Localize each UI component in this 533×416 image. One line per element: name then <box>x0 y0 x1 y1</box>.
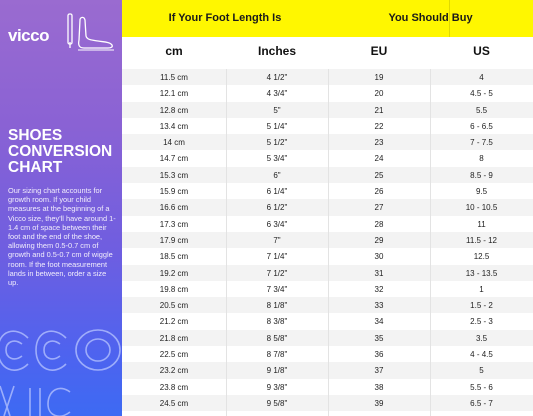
cell-cm: 22.5 cm <box>159 350 189 360</box>
cell-us: 13 - 13.5 <box>465 268 498 278</box>
cell-inches: 5 3/4" <box>266 154 288 164</box>
cell-cm: 20.5 cm <box>159 301 189 311</box>
cell-us: 6.5 - 7 <box>470 398 493 408</box>
cell-eu: 21 <box>374 105 384 115</box>
cell-eu: 28 <box>374 219 384 229</box>
cell-cm: 16.6 cm <box>159 203 189 213</box>
cell-cm: 12.1 cm <box>159 89 189 99</box>
cell-cm: 24.5 cm <box>159 398 189 408</box>
cell-eu: 36 <box>374 350 384 360</box>
cell-eu: 38 <box>374 382 384 392</box>
cell-inches: 9 5/8" <box>266 398 288 408</box>
cell-inches: 9 3/8" <box>266 382 288 392</box>
column-header-us: US <box>473 44 490 58</box>
cell-eu: 31 <box>374 268 384 278</box>
cell-cm: 19.8 cm <box>159 284 189 294</box>
column-header-inches: Inches <box>257 44 296 58</box>
cell-us: 1.5 - 2 <box>470 301 493 311</box>
cell-eu: 35 <box>374 333 384 343</box>
cell-inches: 5 1/2" <box>266 138 288 148</box>
cell-inches: 6 1/2" <box>266 203 288 213</box>
cell-us: 5.5 <box>475 105 488 115</box>
cell-inches: 9 1/8" <box>266 366 288 376</box>
cell-inches: 7 1/2" <box>266 268 288 278</box>
cell-eu: 23 <box>374 138 384 148</box>
cell-cm: 23.8 cm <box>159 382 189 392</box>
cell-cm: 15.3 cm <box>159 170 189 180</box>
cell-inches: 7 1/4" <box>266 252 288 262</box>
cell-inches: 7 3/4" <box>266 284 288 294</box>
cell-eu: 25 <box>374 170 384 180</box>
decorative-logo-outline <box>0 310 122 416</box>
cell-eu: 37 <box>374 366 384 376</box>
cell-cm: 23.2 cm <box>159 366 189 376</box>
cell-eu: 32 <box>374 284 384 294</box>
cell-inches: 6 1/4" <box>266 187 288 197</box>
cell-eu: 30 <box>374 252 384 262</box>
cell-cm: 15.9 cm <box>159 187 189 197</box>
cell-us: 12.5 <box>473 252 490 262</box>
cell-cm: 17.9 cm <box>159 235 189 245</box>
sidebar <box>0 0 122 416</box>
cell-inches: 8 3/8" <box>266 317 288 327</box>
cell-us: 8.5 - 9 <box>470 170 493 180</box>
cell-cm: 18.5 cm <box>159 252 189 262</box>
cell-us: 11.5 - 12 <box>466 235 497 245</box>
cell-inches: 8 1/8" <box>266 301 288 311</box>
cell-inches: 4 1/2" <box>266 73 288 82</box>
cell-us: 9.5 <box>475 187 488 197</box>
cell-eu: 33 <box>374 301 384 311</box>
foot-measure-icon <box>66 12 116 52</box>
cell-inches: 5 1/4" <box>266 121 288 131</box>
cell-eu: 26 <box>374 187 384 197</box>
cell-us: 4 <box>479 73 484 82</box>
cell-eu: 24 <box>374 154 384 164</box>
cell-us: 4 - 4.5 <box>470 350 493 360</box>
cell-us: 11 <box>477 219 486 229</box>
cell-us: 3.5 <box>475 333 488 343</box>
cell-cm: 11.5 cm <box>160 73 188 82</box>
cell-us: 5 <box>479 366 484 376</box>
cell-cm: 14 cm <box>163 138 185 148</box>
column-divider <box>328 69 329 416</box>
column-divider <box>430 69 431 416</box>
cell-cm: 13.4 cm <box>159 121 189 131</box>
cell-cm: 21.8 cm <box>159 333 189 343</box>
cell-eu: 29 <box>374 235 384 245</box>
cell-us: 1 <box>479 284 484 294</box>
cell-us: 8 <box>479 154 484 164</box>
brand-logo: vicco <box>8 26 49 45</box>
cell-inches: 7" <box>273 235 281 245</box>
cell-inches: 5" <box>273 105 281 115</box>
chart-heading: SHOES CONVERSION CHART <box>8 127 113 176</box>
cell-eu: 19 <box>374 73 384 82</box>
cell-us: 10 - 10.5 <box>465 203 498 213</box>
cell-cm: 12.8 cm <box>159 105 189 115</box>
cell-inches: 6" <box>273 170 281 180</box>
header-should-buy: You Should Buy <box>388 12 473 24</box>
cell-eu: 20 <box>374 89 384 99</box>
cell-eu: 22 <box>374 121 384 131</box>
column-divider <box>226 69 227 416</box>
cell-us: 5.5 - 6 <box>470 382 493 392</box>
header-band <box>122 0 533 37</box>
cell-eu: 39 <box>374 398 384 408</box>
cell-eu: 27 <box>374 203 384 213</box>
cell-us: 4.5 - 5 <box>470 89 493 99</box>
cell-eu: 34 <box>374 317 384 327</box>
header-foot-length: If Your Foot Length Is <box>168 12 282 24</box>
cell-cm: 19.2 cm <box>159 268 189 278</box>
chart-description: Our sizing chart accounts for growth room. If your child measures at the beginning of a Vicco size, they'll have around 1-1.4 cm of space between their foot and the end of the shoe, allowing them 0.5-0.7 cm of growth and 0.5-0.7 cm of wiggle room. If the foot measurement lands in between, order a size up. <box>8 186 116 288</box>
cell-cm: 21.2 cm <box>159 317 189 327</box>
cell-us: 7 - 7.5 <box>470 138 493 148</box>
cell-inches: 8 7/8" <box>266 350 288 360</box>
cell-inches: 8 5/8" <box>266 333 288 343</box>
cell-us: 2.5 - 3 <box>470 317 493 327</box>
cell-cm: 14.7 cm <box>159 154 189 164</box>
column-header-eu: EU <box>370 44 388 58</box>
cell-inches: 6 3/4" <box>266 219 288 229</box>
cell-cm: 17.3 cm <box>159 219 189 229</box>
cell-us: 6 - 6.5 <box>470 121 493 131</box>
cell-inches: 4 3/4" <box>266 89 288 99</box>
column-header-cm: cm <box>165 44 183 58</box>
